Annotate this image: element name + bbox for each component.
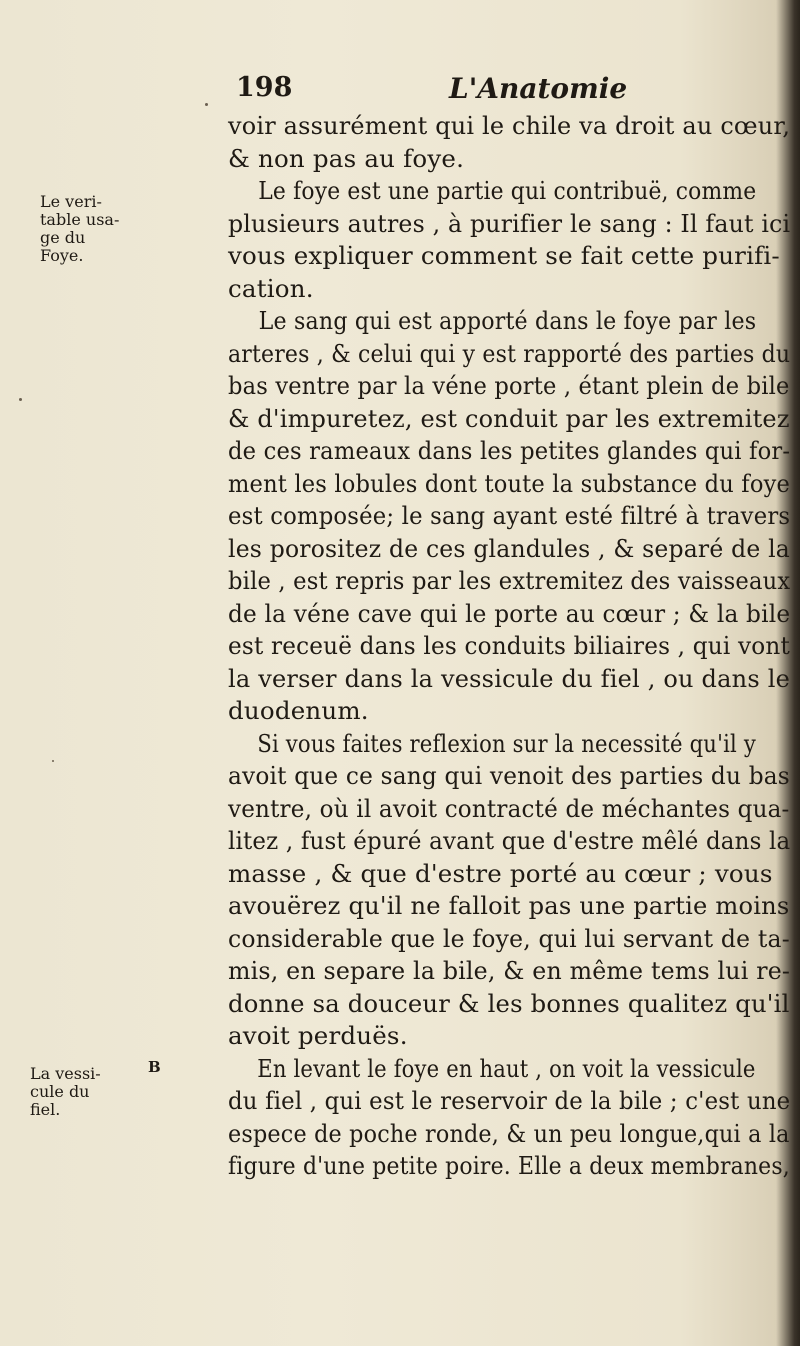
text-line: du fiel , qui est le reservoir de la bile ; c'est une: [228, 1086, 791, 1115]
text-line: est receuë dans les conduits biliaires , qui vont: [228, 631, 790, 660]
text-line: considerable que le foye, qui lui servant de ta-: [228, 923, 790, 953]
text-line: arteres , & celui qui y est rapporté des parties du: [228, 338, 791, 368]
margin-note-line: Le veri-: [40, 192, 102, 211]
text-line: Le foye est une partie qui contribuë, comme: [258, 176, 757, 205]
text-line: masse , & que d'estre porté au cœur ; vous: [228, 858, 773, 888]
margin-note-line: La vessi-: [30, 1064, 101, 1083]
margin-note-gallbladder: [30, 1065, 101, 1119]
ink-speck: [19, 398, 22, 401]
text-line: vous expliquer comment se fait cette purifi-: [228, 241, 780, 270]
text-line: & non pas au foye.: [228, 143, 465, 173]
text-line: ventre, où il avoit contracté de méchantes qua-: [228, 793, 790, 823]
text-line: & d'impuretez, est conduit par les extremitez: [228, 403, 790, 433]
text-line: avoit perduës.: [228, 1021, 408, 1050]
text-line: de la véne cave qui le porte au cœur ; & la bile: [228, 598, 791, 628]
text-line: En levant le foye en haut , on voit la vessicule: [257, 1053, 756, 1083]
text-line: litez , fust épuré avant que d'estre mêlé dans la: [228, 826, 791, 855]
margin-note-line: table usa-: [40, 210, 120, 229]
text-line: plusieurs autres , à purifier le sang : Il faut ici: [228, 208, 791, 238]
text-line: avoit que ce sang qui venoit des parties du bas: [228, 761, 790, 790]
text-line: cation.: [228, 273, 314, 303]
ink-speck: [52, 760, 54, 762]
text-line: Le sang qui est apporté dans le foye par les: [258, 306, 757, 335]
text-line: Si vous faites reflexion sur la necessité qu'il y: [257, 728, 756, 758]
page-number: 198: [236, 72, 293, 103]
margin-note-line: cule du: [30, 1082, 90, 1101]
text-line: de ces rameaux dans les petites glandes qui for-: [228, 436, 791, 465]
text-line: voir assurément qui le chile va droit au cœur,: [228, 111, 791, 140]
text-line: bas ventre par la véne porte , étant plein de bile: [228, 371, 790, 400]
text-line: figure d'une petite poire. Elle a deux membranes,: [228, 1151, 790, 1180]
page-header: [236, 72, 756, 112]
running-title: L'Anatomie: [449, 72, 628, 105]
text-line: les porositez de ces glandules , & separé de la: [228, 533, 790, 563]
body-text: [228, 110, 790, 1183]
text-line: mis, en separe la bile, & en même tems lui re-: [228, 956, 791, 985]
margin-note-liver-usage: [40, 193, 119, 265]
ink-speck: [205, 103, 208, 106]
text-line: ment les lobules dont toute la substance du foye: [228, 468, 791, 498]
text-line: bile , est repris par les extremitez des vaisseaux: [228, 566, 791, 595]
text-line: espece de poche ronde, & un peu longue,qui a la: [228, 1118, 790, 1148]
margin-note-line: fiel.: [30, 1100, 61, 1119]
text-line: est composée; le sang ayant esté filtré à travers: [228, 501, 791, 530]
text-line: duodenum.: [228, 696, 369, 725]
text-line: donne sa douceur & les bonnes qualitez qu'il: [228, 988, 790, 1018]
margin-note-line: ge du: [40, 228, 86, 247]
text-line: avouërez qu'il ne falloit pas une partie moins: [228, 891, 790, 920]
margin-note-line: Foye.: [40, 246, 84, 265]
margin-mark: B: [148, 1058, 161, 1076]
text-line: la verser dans la vessicule du fiel , ou dans le: [228, 663, 790, 693]
